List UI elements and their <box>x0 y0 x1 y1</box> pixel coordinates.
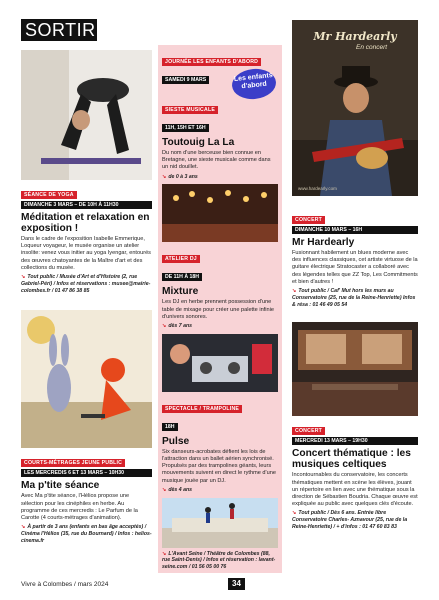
pulse-info: ↘ dès 4 ans <box>162 486 193 493</box>
yoga-title: Méditation et relaxation en exposition ! <box>21 212 150 234</box>
dj-date: DE 11H À 18H <box>162 273 202 281</box>
hardearly-category: CONCERT <box>292 216 325 224</box>
sieste-date: 11H, 15H ET 16H <box>162 124 209 132</box>
celtic-info: ↘ Tout public / Dès 6 ans. Entrée libre Conservatoire Charles- Aznavour (25, rue de la Reine-Henriette) / + d'infos : 01 47 60 83 83 <box>292 510 408 531</box>
arrow-icon: ↘ <box>21 524 26 531</box>
sieste-category: SIESTE MUSICALE <box>162 106 218 114</box>
sieste-title: Toutouig La La <box>162 137 235 148</box>
venue-info: ↘ L'Avant Seine / Théâtre de Colombes (88, rue Saint-Denis) / Infos et réservation : lavant-seine.com / 01 56 05 00 76 <box>162 550 276 571</box>
yoga-photo <box>21 50 152 180</box>
dj-table-illustration <box>162 334 278 392</box>
les-enfants-dabord-logo: Les enfants d'abord <box>231 67 278 101</box>
guitarist-illustration <box>292 20 418 196</box>
section-header: SORTIR <box>21 19 97 41</box>
cinema-photo <box>21 310 152 448</box>
sieste-photo <box>162 184 278 242</box>
celtic-category: CONCERT <box>292 427 325 435</box>
yoga-date: DIMANCHE 3 MARS – DE 10H À 11H30 <box>21 201 152 209</box>
arrow-icon: ↘ <box>21 274 26 281</box>
celtic-photo <box>292 322 418 416</box>
poster-subtitle: En concert <box>356 44 388 51</box>
cinema-body: Avec Ma p'tite séance, l'Hélios propose une sélection pour les cinéphiles en herbe. Au programme de ces mercredis : Le Parfum de la Carotte (4 courts-métrages d'animation). <box>21 493 138 522</box>
event-banner: JOURNÉE LES ENFANTS D'ABORD <box>162 58 261 66</box>
hardearly-date: DIMANCHE 10 MARS – 16H <box>292 226 418 234</box>
carrot-film-illustration <box>21 310 152 448</box>
lights-illustration <box>162 184 278 242</box>
column-middle <box>158 45 282 573</box>
pulse-category: SPECTACLE / TRAMPOLINE <box>162 405 242 413</box>
hardearly-info: ↘ Tout public / Caf' Mut hors les murs au Conservatoire (25, rue de la Reine-Henriette) Infos & résa : 01 46 49 05 54 <box>292 288 416 308</box>
dj-info: ↘ dès 7 ans <box>162 323 193 330</box>
hardearly-poster <box>292 20 418 196</box>
pulse-photo <box>162 498 278 548</box>
yoga-illustration <box>21 50 152 180</box>
poster-title: Mr Hardearly <box>313 30 397 43</box>
arrow-icon: ↘ <box>162 173 167 180</box>
celtic-body: Incontournables du conservatoire, les concerts thématiques mettent en scène les élèves, jouant un répertoire en lien avec une thématique sous la direction de Sébastien Boudria. Chaque œuvre est expliquée au public avec quelques clés d'écoute. <box>292 472 418 508</box>
arrow-icon: ↘ <box>162 550 167 557</box>
footer-publication: Vivre à Colombes / mars 2024 <box>21 581 109 588</box>
trampoline-illustration <box>162 498 278 548</box>
concert-hall-illustration <box>292 322 418 416</box>
cinema-date: LES MERCREDIS 6 ET 13 MARS – 10H30 <box>21 469 152 477</box>
pulse-body: Six danseurs-acrobates défient les lois de l'attraction dans un ballet aérien synchronisé. Propulsés par des trampolines géants, leurs mouvements suivent en direct le rythme d'une musique jouée par un DJ. <box>162 448 276 484</box>
hardearly-body: Fusionnant habilement un blues moderne avec des influences classiques, cet artiste virtuose de la guitare électrique Stratocaster a collaboré avec des légendes telles que ZZ Top, Les Commitments et bien d'autres ! <box>292 250 418 285</box>
pulse-date: 18H <box>162 423 178 431</box>
celtic-title: Concert thématique : les musiques celtiques <box>292 448 411 471</box>
yoga-info: ↘ Tout public / Musée d'Art et d'Histoire (2, rue Gabriel-Péri) / Infos et réservations : musee@mairie-colombes.fr / 01 47 86 38 85 <box>21 274 151 294</box>
pulse-title: Pulse <box>162 435 190 447</box>
cinema-title: Ma p'tite séance <box>21 480 100 492</box>
celtic-date: MERCREDI 13 MARS – 19H30 <box>292 437 418 445</box>
dj-body: Les DJ en herbe prennent possession d'une table de mixage pour créer une palette infinie d'univers sonores. <box>162 299 274 320</box>
dj-category: ATELIER DJ <box>162 255 200 263</box>
cinema-category: COURTS-MÉTRAGES JEUNE PUBLIC <box>21 459 125 467</box>
yoga-body: Dans le cadre de l'exposition Isabelle Emmerique, Loqueur voyageur, le musée organise un atelier insolite: venez vous initier au yoga Iyengar, entourés des œuvres chatoyantes de la Maître d'art et des collections du musée. <box>21 236 151 271</box>
arrow-icon: ↘ <box>292 510 297 517</box>
sieste-info: ↘ de 0 à 3 ans <box>162 173 198 180</box>
sieste-body: Du nom d'une berceuse bien connue en Bretagne, une sieste musicale comme dans un nid douillet. <box>162 150 271 171</box>
yoga-category: SÉANCE DE YOGA <box>21 191 77 199</box>
arrow-icon: ↘ <box>292 288 297 295</box>
arrow-icon: ↘ <box>162 323 167 330</box>
event-banner-date: SAMEDI 9 MARS <box>162 76 209 84</box>
arrow-icon: ↘ <box>162 486 167 493</box>
poster-url: www.hardearly.com <box>298 186 337 191</box>
cinema-info: ↘ À partir de 3 ans (enfants en bas âge acceptés) / Cinéma l'Hélios (35, rue du Bournard) / Infos : helios-cinema.fr <box>21 524 152 544</box>
hardearly-title: Mr Hardearly <box>292 237 355 248</box>
column-right <box>292 20 418 531</box>
page-number: 34 <box>228 578 245 590</box>
dj-title: Mixture <box>162 286 199 298</box>
page-footer <box>21 578 418 590</box>
dj-photo <box>162 334 278 392</box>
column-left <box>21 50 152 545</box>
